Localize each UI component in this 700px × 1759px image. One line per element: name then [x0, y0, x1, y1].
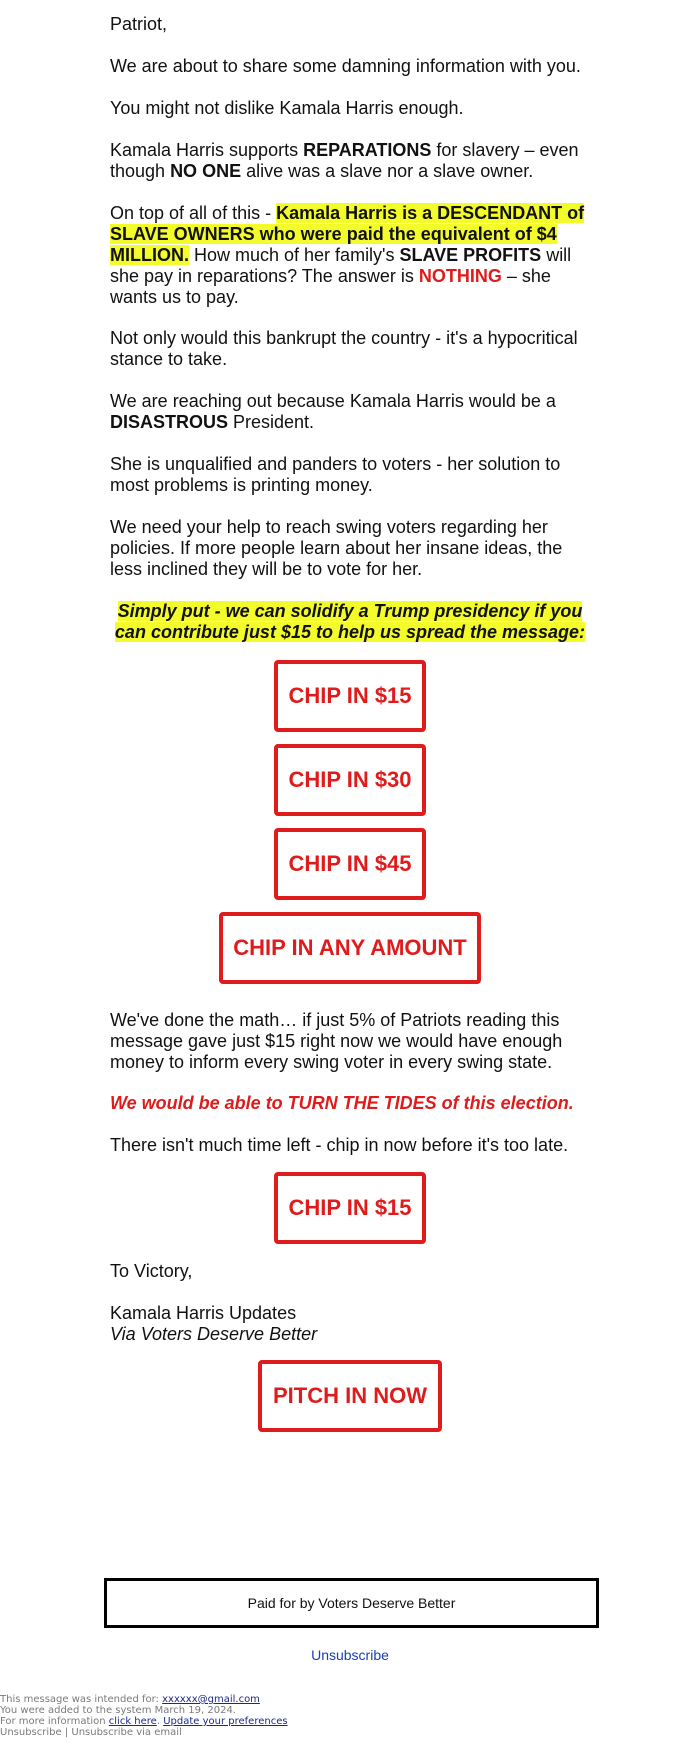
paragraph-11: There isn't much time left - chip in now before it's too late.: [110, 1135, 569, 1155]
paragraph-7: She is unqualified and panders to voters - her solution to most problems is printing money.: [110, 454, 561, 495]
cta-row-pitch: [0, 1360, 700, 1432]
intended-label: This message was intended for:: [0, 1694, 163, 1705]
paid-for-disclaimer: [104, 1578, 599, 1628]
intended-line: [0, 1694, 260, 1705]
sender-via: Via Voters Deserve Better: [110, 1324, 318, 1344]
slave-profits-emphasis: SLAVE PROFITS: [399, 245, 542, 265]
cta-row-15: [0, 660, 700, 732]
paid-for-text: Paid for by Voters Deserve Better: [247, 1595, 456, 1611]
signoff: To Victory,: [110, 1261, 193, 1281]
p4-text-a: On top of all of this -: [110, 203, 277, 223]
intended-email-link[interactable]: xxxxxx@gmail.com: [162, 1694, 260, 1705]
more-info-line: [0, 1716, 288, 1727]
more-info-separator: .: [156, 1716, 164, 1727]
cta-row-any: [0, 912, 700, 984]
chip-in-45-button[interactable]: CHIP IN $45: [274, 828, 426, 900]
update-preferences-link[interactable]: Update your preferences: [163, 1716, 288, 1727]
nothing-emphasis: NOTHING: [418, 266, 502, 286]
pitch-in-now-button[interactable]: PITCH IN NOW: [258, 1360, 442, 1432]
paragraph-8: We need your help to reach swing voters regarding her policies. If more people learn about her insane ideas, the less inclined they will be to vote for her.: [110, 517, 563, 579]
click-here-link[interactable]: click here: [108, 1716, 157, 1727]
unsubscribe-link[interactable]: Unsubscribe: [311, 1647, 389, 1663]
paragraph-4: [110, 203, 590, 308]
p3-text-a: Kamala Harris supports: [110, 140, 304, 160]
more-info-label: For more information: [0, 1716, 109, 1727]
chip-in-30-button[interactable]: CHIP IN $30: [274, 744, 426, 816]
paragraph-6: [110, 391, 590, 433]
reparations-emphasis: REPARATIONS: [303, 140, 432, 160]
p3-text-e: alive was a slave nor a slave owner.: [241, 161, 534, 181]
p6-text-a: We are reaching out because Kamala Harris would be a: [110, 391, 556, 411]
p3-text-c: for slavery – even though: [110, 140, 579, 181]
paragraph-9: We've done the math… if just 5% of Patriots reading this message gave just $15 right now we would have enough money to inform every swing voter in every swing state.: [110, 1010, 563, 1072]
descendant-highlight: Kamala Harris is a DESCENDANT of SLAVE OWNERS who were paid the equivalent of $4 MILLION.: [110, 203, 585, 265]
callout-quote-text: Simply put - we can solidify a Trump presidency if you can contribute just $15 to help us spread the message:: [114, 601, 586, 642]
p4-text-c: How much of her family's: [189, 245, 400, 265]
unsubscribe-options-line[interactable]: Unsubscribe | Unsubscribe via email: [0, 1727, 182, 1738]
paragraph-1: We are about to share some damning information with you.: [110, 56, 581, 76]
cta-row-45: [0, 828, 700, 900]
p4-text-e: will she pay in reparations? The answer is: [110, 245, 572, 286]
turn-the-tides-line: We would be able to TURN THE TIDES of this election.: [110, 1093, 574, 1113]
paragraph-5: Not only would this bankrupt the country - it's a hypocritical stance to take.: [110, 328, 578, 369]
chip-in-any-amount-button[interactable]: CHIP IN ANY AMOUNT: [219, 912, 481, 984]
greeting: Patriot,: [110, 14, 168, 34]
p4-text-g: – she wants us to pay.: [110, 266, 551, 307]
no-one-emphasis: NO ONE: [170, 161, 242, 181]
paragraph-2: You might not dislike Kamala Harris enough.: [110, 98, 464, 118]
cta-row-30: [0, 744, 700, 816]
chip-in-15-button-second[interactable]: CHIP IN $15: [274, 1172, 426, 1244]
added-line: You were added to the system March 19, 2024.: [0, 1705, 236, 1716]
callout-quote: [110, 601, 590, 643]
cta-row-15-second: [0, 1172, 700, 1244]
disastrous-emphasis: DISASTROUS: [110, 412, 229, 432]
p6-text-c: President.: [228, 412, 315, 432]
paragraph-3: [110, 140, 590, 182]
sender-name: Kamala Harris Updates: [110, 1303, 297, 1323]
chip-in-15-button[interactable]: CHIP IN $15: [274, 660, 426, 732]
